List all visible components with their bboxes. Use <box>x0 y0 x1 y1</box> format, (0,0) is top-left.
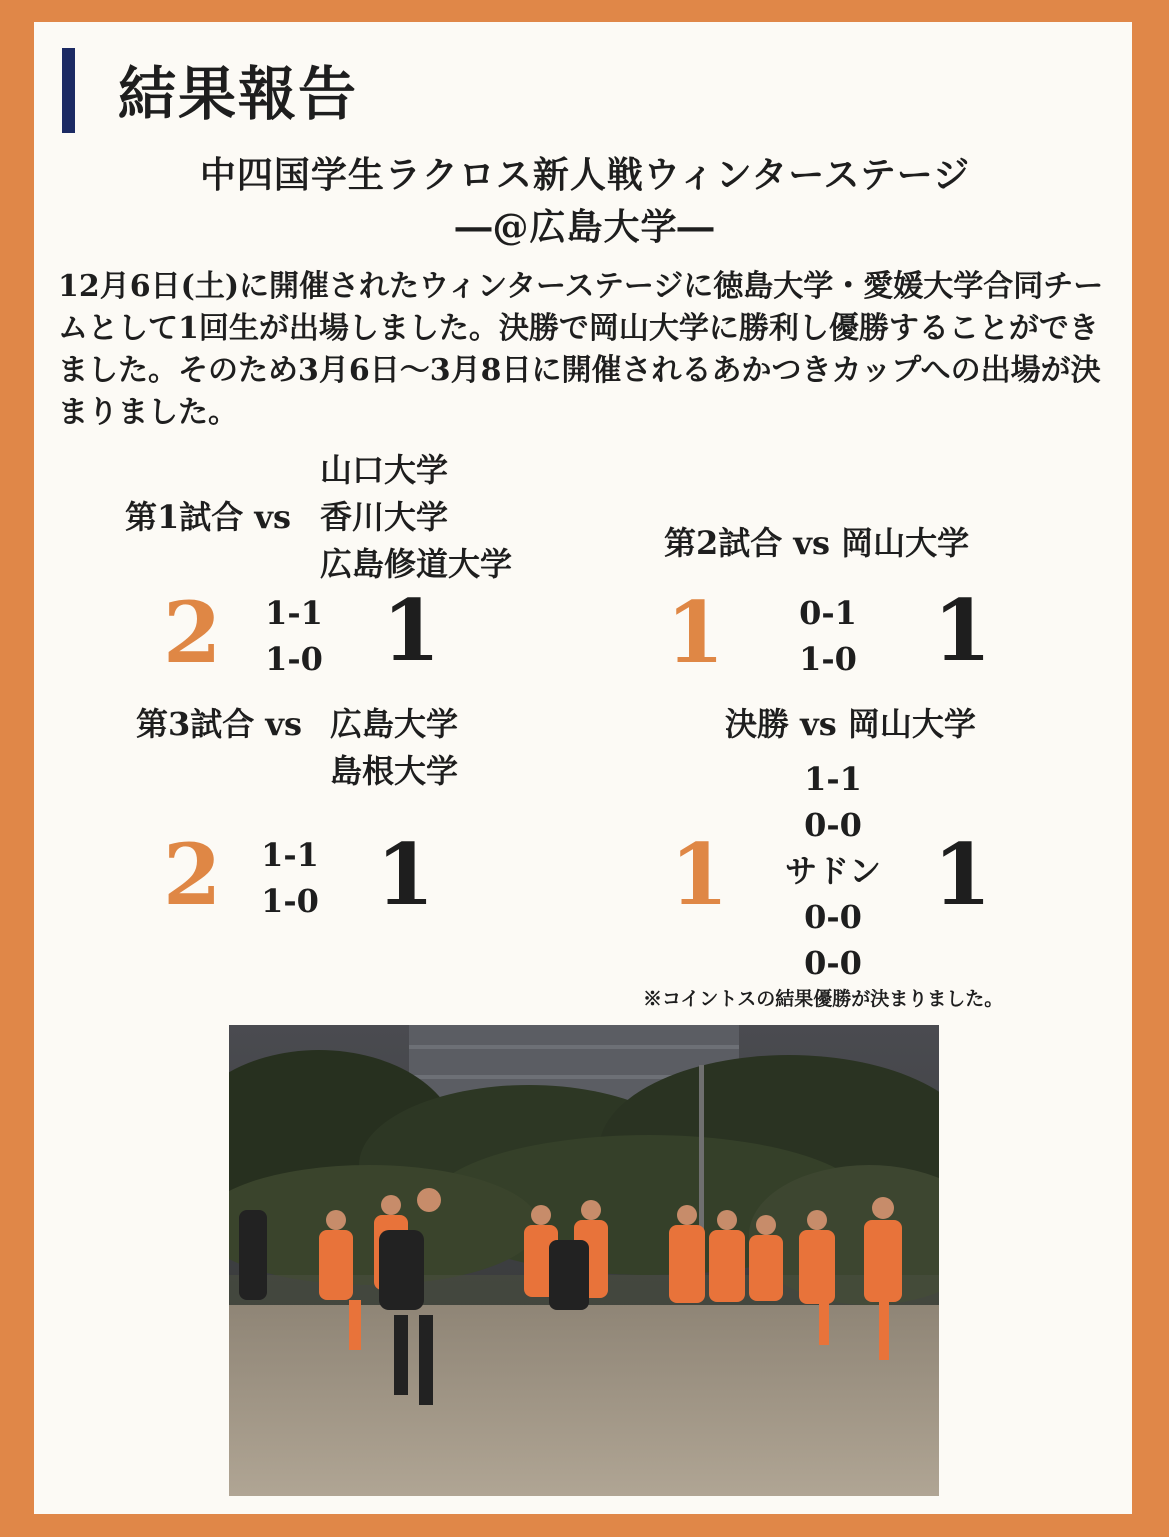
final-away-score: 1 <box>933 825 992 924</box>
game3-away-score: 1 <box>376 825 435 924</box>
game1-away-score: 1 <box>382 581 441 680</box>
final-period-score: 1-1 <box>804 760 862 798</box>
event-venue: ―@広島大学― <box>455 206 715 248</box>
game2-label: 第2試合 vs 岡山大学 <box>664 524 970 562</box>
final-period-score: 0-0 <box>804 806 862 844</box>
game1-period-score: 1-0 <box>265 640 323 678</box>
game3-home-score: 2 <box>163 825 222 924</box>
final-period-score: 0-0 <box>804 944 862 982</box>
game3-period-score: 1-0 <box>261 882 319 920</box>
title-accent-bar <box>62 48 75 133</box>
game3-opponent: 広島大学 <box>330 705 459 743</box>
game1-opponent: 山口大学 <box>320 451 449 489</box>
game2-period-score: 1-0 <box>799 640 857 678</box>
game3-label: 第3試合 vs <box>136 705 303 743</box>
game3-opponent: 島根大学 <box>330 752 459 790</box>
final-label: 決勝 vs 岡山大学 <box>725 705 976 743</box>
game1-opponent: 香川大学 <box>320 498 449 536</box>
game2-period-score: 0-1 <box>799 594 857 632</box>
final-period-score: 0-0 <box>804 898 862 936</box>
game1-label: 第1試合 vs <box>125 498 292 536</box>
team-celebration-photo <box>229 1025 939 1496</box>
event-title: 中四国学生ラクロス新人戦ウィンターステージ <box>199 154 971 196</box>
game2-home-score: 1 <box>666 583 725 682</box>
page-title: 結果報告 <box>118 60 359 128</box>
game1-opponent: 広島修道大学 <box>320 545 513 583</box>
game1-period-score: 1-1 <box>265 594 323 632</box>
final-home-score: 1 <box>670 825 729 924</box>
game1-home-score: 2 <box>163 583 222 682</box>
intro-paragraph: 12月6日(土)に開催されたウィンターステージに徳島大学・愛媛大学合同チームとして1回生が出場しました。決勝で岡山大学に勝利し優勝することができました。そのため3月6日〜3月8日に開催されるあかつきカップへの出場が決まりました。 <box>58 269 1104 430</box>
final-sudden-death: サドン <box>784 852 881 890</box>
coin-toss-note: ※コイントスの結果優勝が決まりました。 <box>643 988 1004 1010</box>
game2-away-score: 1 <box>933 581 992 680</box>
game3-period-score: 1-1 <box>261 836 319 874</box>
